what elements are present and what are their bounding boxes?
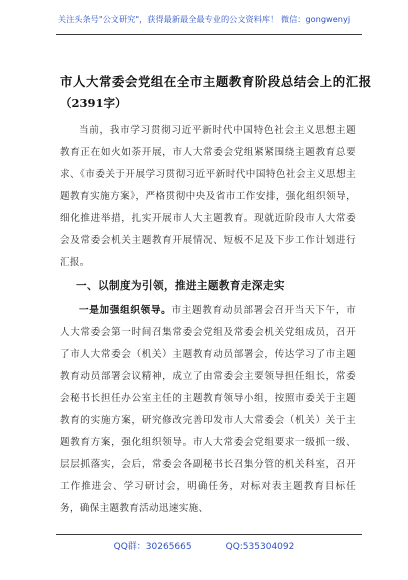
top-banner[interactable]: 关注头条号"公文研究"，获得最新最全最专业的公文资料库！ 微信：gongwenyj: [57, 14, 351, 24]
document-title: 市人大常委会党组在全市主题教育阶段总结会上的汇报: [60, 74, 372, 89]
body-paragraph-1: [60, 300, 356, 532]
footer-qq-group[interactable]: QQ群：30265665: [113, 542, 192, 552]
footer-divider: [56, 534, 362, 535]
section-heading-1: 一、以制度为引领，推进主题教育走深走实: [76, 280, 285, 292]
footer: [0, 539, 408, 552]
document-word-count: （2391字）: [60, 96, 127, 110]
paragraph-lead: 一是加强组织领导。: [79, 305, 172, 316]
paragraph-body: 市主题教育动员部署会召开当天下午，市人大常委会第一时间召集常委会党组及常委会机关党组成员，召开了市人大常委会（机关）主题教育动员部署会，传达学习了市主题教育动员部署会议精神，成立了由常委会主要领导担任组长，常委会秘书长担任办公室主任的主题教育领导小组，按照市委关于主题教育的实施方案，研究修改完善印发市人大常委会（机关）关于主题教育方案，强化组织领导。市人大常委会党组要求一级抓一级、层层抓落实，会后，常委会各副秘书长召集分管的机关科室，召开工作推进会、学习研讨会，明确任务，对标对表主题教育目标任务，确保主题教育活动迅速实施、: [60, 305, 356, 514]
header-divider: [56, 34, 362, 35]
intro-paragraph: 当前，我市学习贯彻习近平新时代中国特色社会主义思想主题教育正在如火如荼开展，市人大常委会党组紧紧围绕主题教育总要求、《市委关于开展学习贯彻习近平新时代中国特色社会主义思想主题教育实施方案》，严格贯彻中央及省市工作安排，强化组织领导，细化推进举措，扎实开展市人大主题教育。现就近阶段市人大常委会及常委会机关主题教育开展情况、短板不足及下步工作计划进行汇报。: [60, 125, 356, 268]
footer-qq[interactable]: QQ:535304092: [225, 542, 295, 552]
